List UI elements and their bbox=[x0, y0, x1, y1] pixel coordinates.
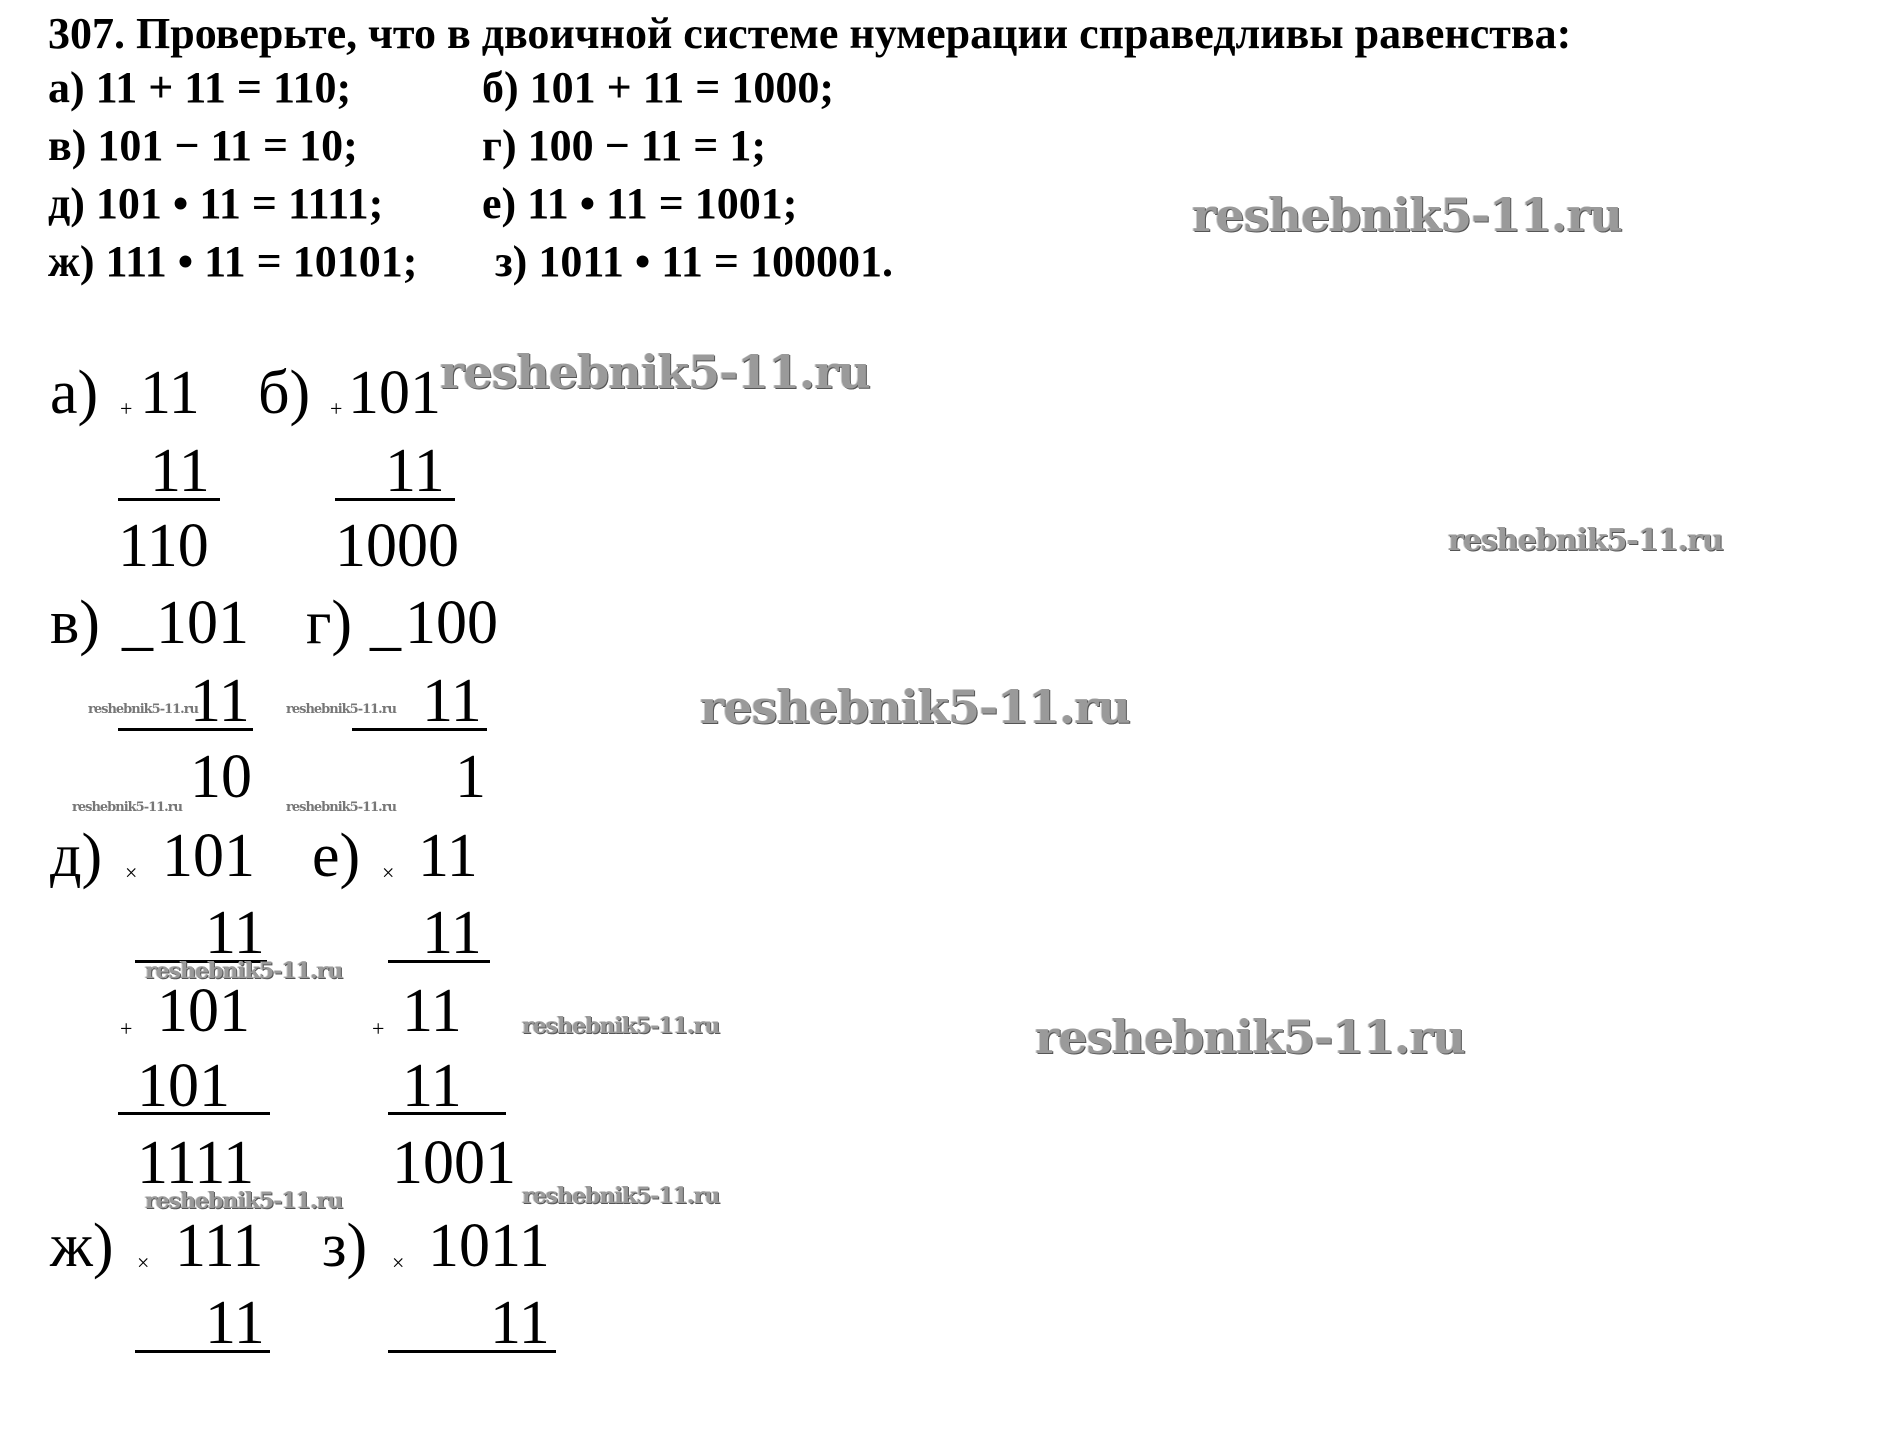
b-result: 1000 bbox=[335, 512, 459, 580]
d-partial-2: 101 bbox=[137, 1052, 230, 1120]
e-partial-2: 11 bbox=[402, 1052, 462, 1120]
watermark: reshebnik5-11.ru bbox=[88, 702, 199, 717]
zh-product-line bbox=[135, 1350, 270, 1353]
equation-e: е) 11 • 11 = 1001; bbox=[482, 179, 798, 228]
e-result: 1001 bbox=[392, 1129, 516, 1197]
b-bottom-number: 11 bbox=[385, 437, 445, 505]
watermark: reshebnik5-11.ru bbox=[440, 345, 870, 399]
e-partial-1: 11 bbox=[402, 977, 462, 1045]
d-top-number: 101 bbox=[162, 822, 255, 890]
plus-sign-e: + bbox=[372, 1016, 385, 1041]
z-bottom-number: 11 bbox=[490, 1289, 550, 1357]
zh-top-number: 111 bbox=[175, 1212, 264, 1280]
equation-v: в) 101 − 11 = 10; bbox=[48, 121, 358, 170]
task-title: 307. Проверьте, что в двоичной системе нумерации справедливы равенства: bbox=[48, 9, 1572, 58]
watermark: reshebnik5-11.ru bbox=[1192, 188, 1622, 242]
a-top-number: 11 bbox=[140, 359, 200, 427]
label-g: г) bbox=[306, 589, 353, 657]
watermark: reshebnik5-11.ru bbox=[72, 800, 183, 815]
e-sum-line bbox=[388, 1112, 506, 1115]
equation-g: г) 100 − 11 = 1; bbox=[482, 121, 767, 170]
g-bottom-number: 11 bbox=[422, 667, 482, 735]
equation-zh: ж) 111 • 11 = 10101; bbox=[48, 237, 418, 286]
label-e: е) bbox=[312, 822, 361, 890]
watermark: reshebnik5-11.ru bbox=[286, 800, 397, 815]
equation-a: а) 11 + 11 = 110; bbox=[48, 63, 352, 112]
v-difference-line bbox=[118, 728, 253, 731]
watermark: reshebnik5-11.ru bbox=[1448, 523, 1723, 558]
d-bottom-number: 11 bbox=[205, 899, 265, 967]
watermark: reshebnik5-11.ru bbox=[145, 958, 343, 984]
watermark: reshebnik5-11.ru bbox=[1035, 1010, 1465, 1064]
label-d: д) bbox=[50, 822, 103, 890]
equation-b: б) 101 + 11 = 1000; bbox=[482, 63, 835, 112]
watermark: reshebnik5-11.ru bbox=[700, 680, 1130, 734]
multiply-sign-zh: × bbox=[137, 1250, 150, 1275]
multiply-sign-z: × bbox=[392, 1250, 405, 1275]
e-top-number: 11 bbox=[418, 822, 478, 890]
e-bottom-number: 11 bbox=[422, 899, 482, 967]
equation-d: д) 101 • 11 = 1111; bbox=[48, 179, 384, 228]
label-b: б) bbox=[258, 359, 311, 427]
minus-sign-g: _ bbox=[370, 589, 401, 657]
watermark: reshebnik5-11.ru bbox=[522, 1183, 720, 1209]
d-sum-line bbox=[118, 1112, 270, 1115]
label-a: а) bbox=[50, 359, 99, 427]
a-sum-line bbox=[118, 498, 220, 501]
plus-sign-a: + bbox=[120, 396, 133, 421]
watermark: reshebnik5-11.ru bbox=[145, 1188, 343, 1214]
e-product-line bbox=[388, 960, 490, 963]
z-product-line bbox=[388, 1350, 556, 1353]
b-top-number: 101 bbox=[348, 359, 441, 427]
watermark: reshebnik5-11.ru bbox=[286, 702, 397, 717]
v-top-number: 101 bbox=[156, 589, 249, 657]
zh-bottom-number: 11 bbox=[205, 1289, 265, 1357]
a-bottom-number: 11 bbox=[150, 437, 210, 505]
g-difference-line bbox=[352, 728, 487, 731]
multiply-sign-e: × bbox=[382, 860, 395, 885]
plus-sign-d: + bbox=[120, 1016, 133, 1041]
z-top-number: 1011 bbox=[428, 1212, 550, 1280]
watermark: reshebnik5-11.ru bbox=[522, 1013, 720, 1039]
label-z: з) bbox=[322, 1212, 368, 1280]
g-result: 1 bbox=[455, 743, 486, 811]
equation-z: з) 1011 • 11 = 100001. bbox=[495, 237, 893, 286]
v-result: 10 bbox=[190, 743, 252, 811]
b-sum-line bbox=[335, 498, 455, 501]
d-partial-1: 101 bbox=[157, 977, 250, 1045]
label-zh: ж) bbox=[50, 1212, 114, 1280]
a-result: 110 bbox=[118, 512, 209, 580]
v-bottom-number: 11 bbox=[190, 667, 250, 735]
plus-sign-b: + bbox=[330, 396, 343, 421]
label-v: в) bbox=[50, 589, 100, 657]
g-top-number: 100 bbox=[405, 589, 498, 657]
d-result: 1111 bbox=[137, 1129, 255, 1197]
minus-sign-v: _ bbox=[122, 589, 153, 657]
multiply-sign-d: × bbox=[125, 860, 138, 885]
